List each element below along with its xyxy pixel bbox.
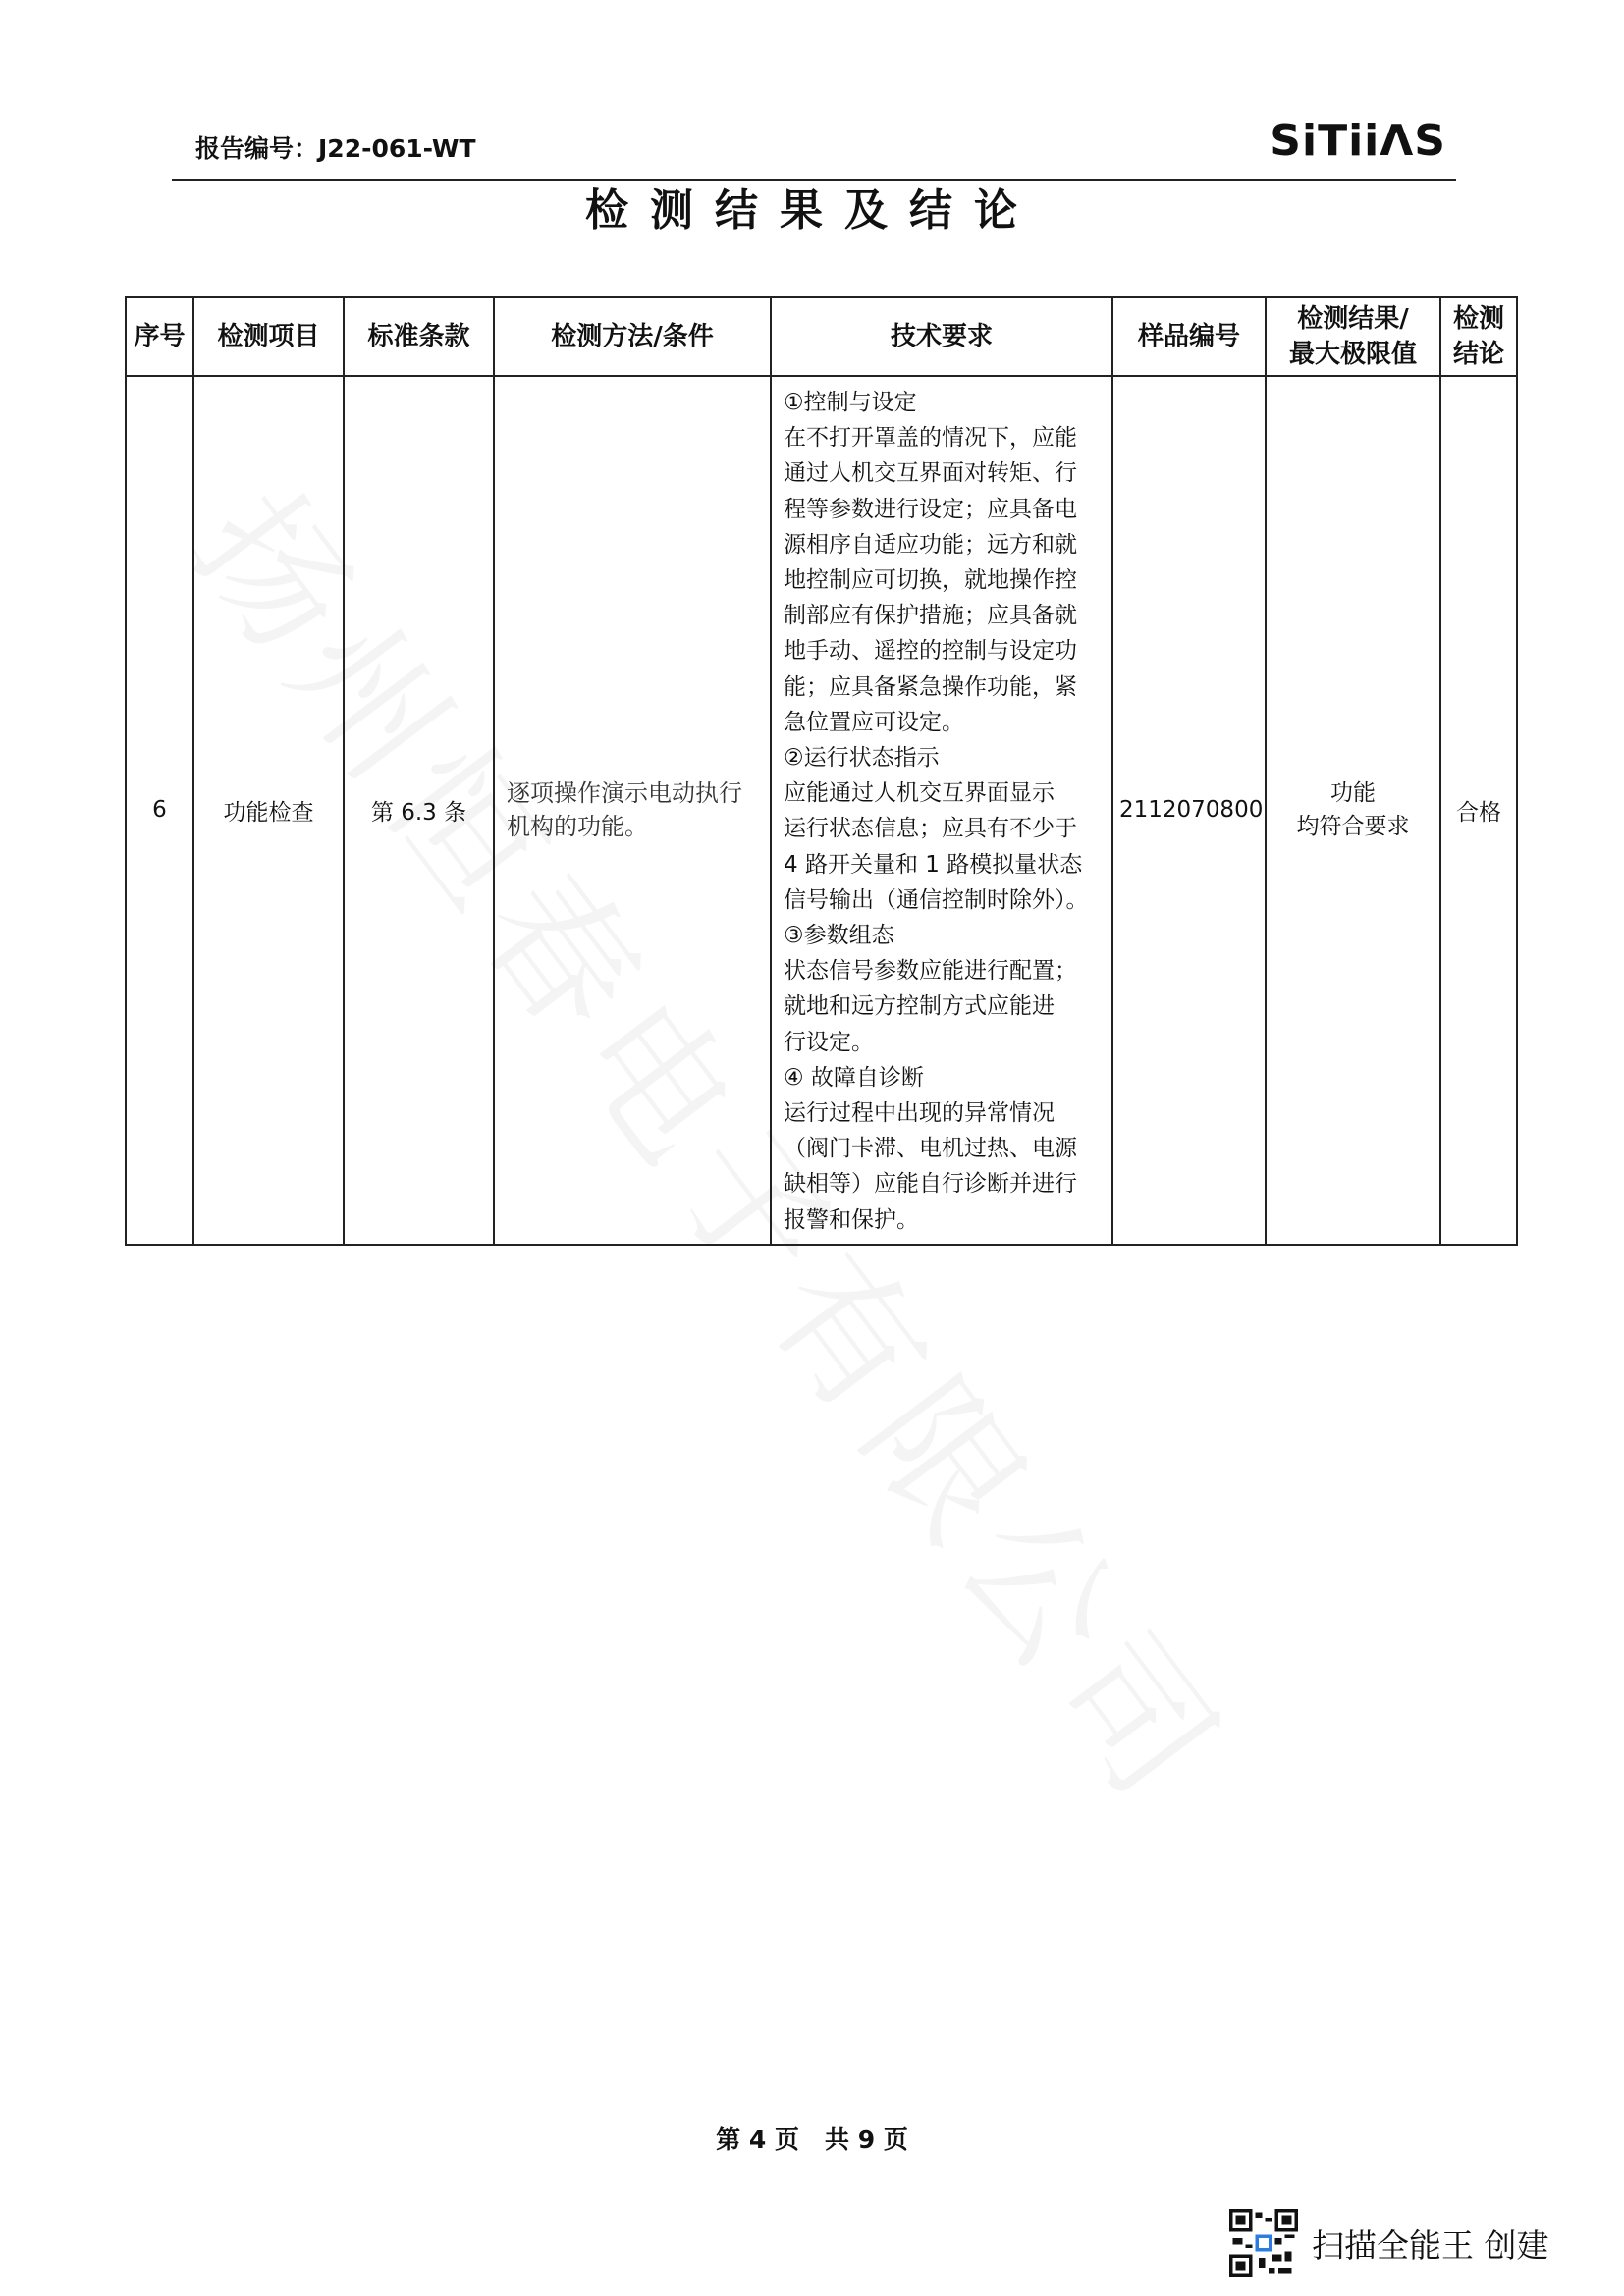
- requirement-line: ③参数组态: [784, 923, 894, 949]
- header-sample-no: 样品编号: [1112, 297, 1266, 376]
- requirement-line: 地控制应可切换，就地操作控: [784, 567, 1077, 594]
- requirement-line: 报警和保护。: [784, 1206, 919, 1233]
- header-result: 检测结果/ 最大极限值: [1266, 297, 1440, 376]
- requirement-line: ②运行状态指示: [784, 745, 940, 772]
- cell-sample-no: 2112070800: [1112, 376, 1266, 1245]
- table-header-row: [126, 297, 1517, 376]
- cell-clause: 第 6.3 条: [344, 376, 494, 1245]
- requirement-line: 源相序自适应功能；远方和就: [784, 531, 1077, 558]
- table-row: [126, 376, 1517, 1245]
- requirement-line: 缺相等）应能自行诊断并进行: [784, 1171, 1077, 1198]
- report-number: 报告编号：J22-061-WT: [195, 134, 476, 163]
- requirement-line: 4 路开关量和 1 路模拟量状态: [784, 851, 1083, 878]
- requirements-list: [784, 385, 1102, 1238]
- document-title: 检测结果及结论: [585, 186, 1039, 236]
- requirement-line: 通过人机交互界面对转矩、行: [784, 460, 1077, 487]
- page-number: 第 4 页 共 9 页: [716, 2125, 908, 2154]
- requirement-line: ①控制与设定: [784, 390, 917, 415]
- company-logo: SiTiiΛS: [1270, 116, 1446, 166]
- page-header: [172, 110, 1456, 181]
- requirement-line: 能；应具备紧急操作功能，紧: [784, 673, 1077, 700]
- requirement-line: 在不打开罩盖的情况下，应能: [784, 425, 1077, 452]
- cell-conclusion: 合格: [1440, 376, 1517, 1245]
- requirement-line: 行设定。: [784, 1029, 874, 1055]
- cell-no: 6: [126, 376, 193, 1245]
- qr-code-icon: [1229, 2209, 1298, 2277]
- header-clause: 标准条款: [344, 297, 494, 376]
- requirement-line: 地手动、遥控的控制与设定功: [784, 638, 1077, 665]
- requirement-line: 程等参数进行设定；应具备电: [784, 496, 1077, 522]
- requirement-line: 运行过程中出现的异常情况: [784, 1100, 1055, 1127]
- header-method: 检测方法/条件: [494, 297, 771, 376]
- header-no: 序号: [126, 297, 193, 376]
- requirement-line: ④ 故障自诊断: [784, 1064, 924, 1091]
- requirement-line: 制部应有保护措施；应具备就: [784, 603, 1077, 629]
- requirement-line: 就地和远方控制方式应能进: [784, 993, 1055, 1020]
- header-conclusion: 检测 结论: [1440, 297, 1517, 376]
- requirement-line: （阀门卡滞、电机过热、电源: [784, 1136, 1077, 1162]
- cell-result: 功能 均符合要求: [1266, 376, 1440, 1245]
- requirement-line: 信号输出（通信控制时除外）。: [784, 886, 1089, 913]
- cell-requirements: [771, 376, 1112, 1245]
- scanner-label: 扫描全能王 创建: [1312, 2226, 1549, 2265]
- cell-item: 功能检查: [193, 376, 344, 1245]
- requirement-line: 运行状态信息；应具有不少于: [784, 816, 1077, 842]
- cell-method: 逐项操作演示电动执行机构的功能。: [494, 376, 771, 1245]
- requirement-line: 急位置应可设定。: [784, 709, 964, 735]
- requirement-line: 状态信号参数应能进行配置；: [784, 958, 1077, 985]
- results-table: [125, 296, 1518, 1246]
- requirement-line: 应能通过人机交互界面显示: [784, 780, 1055, 807]
- header-requirements: 技术要求: [771, 297, 1112, 376]
- header-item: 检测项目: [193, 297, 344, 376]
